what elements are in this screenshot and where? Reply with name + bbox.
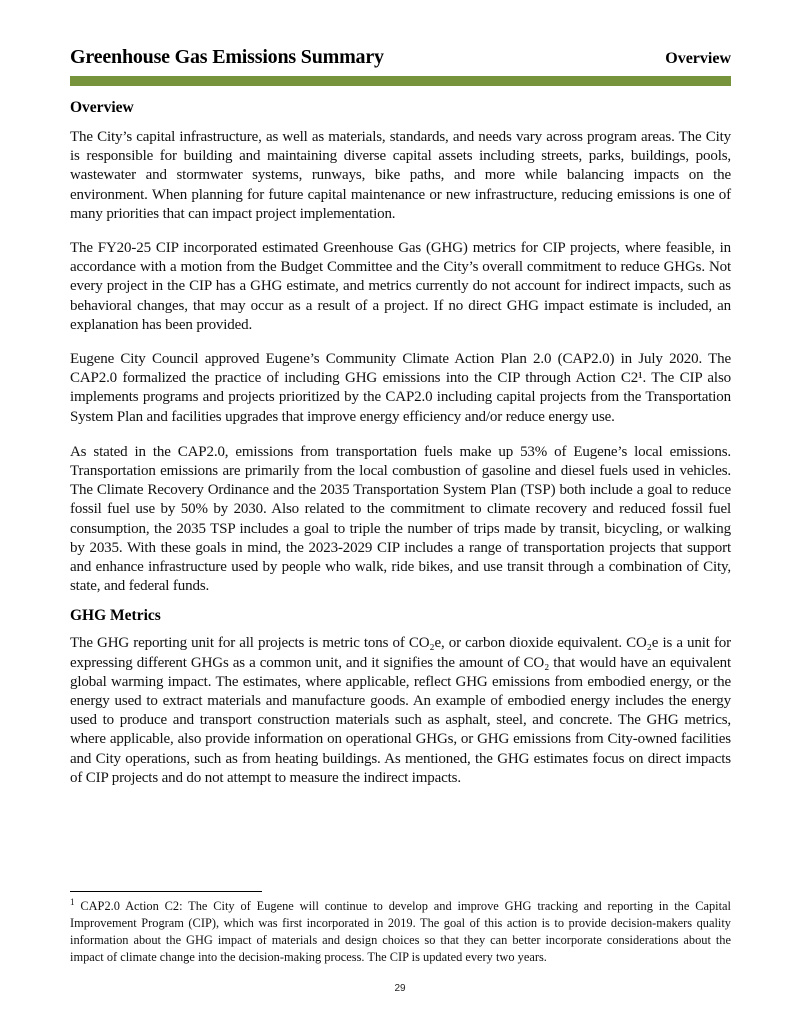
paragraph-fy20-25-cip: The FY20-25 CIP incorporated estimated Greenhouse Gas (GHG) metrics for CIP projects, where feasible, in accordance with a motion from the Budget Committee and the City’s overall commitment to reduce GHGs. Not every project in the CIP has a GHG estimate, and metrics currently do not account for indirect impacts, such as behavioral changes, that may occur as a result of a project. If no direct GHG impact estimate is included, an explanation has been provided. [70,240,731,333]
footnote-block [70,891,731,966]
footnote-separator-rule [70,891,262,892]
footnote [70,898,731,966]
footnote-marker: 1 [70,896,75,907]
section-heading-ghg-metrics: GHG Metrics [70,607,161,625]
header-row [70,46,731,68]
paragraph-cap20-council: Eugene City Council approved Eugene’s Community Climate Action Plan 2.0 (CAP2.0) in July 2020. The CAP2.0 formalized the practice of including GHG emissions into the CIP through Action C2¹. The CIP also implements programs and projects prioritized by the CAP2.0 including capital projects from the Transportation System Plan and facilities upgrades that improve energy efficiency and/or reduce energy use. [70,351,731,425]
section-heading-overview: Overview [70,99,134,116]
document-body [70,100,731,788]
header-accent-rule [70,76,731,86]
page-header [70,46,731,86]
header-section-label: Overview [665,50,731,67]
document-title: Greenhouse Gas Emissions Summary [70,46,384,68]
paragraph-transportation-emissions: As stated in the CAP2.0, emissions from transportation fuels make up 53% of Eugene’s local emissions. Transportation emissions are primarily from the local combustion of gasoline and diesel fuels used in vehicles. The Climate Recovery Ordinance and the 2035 Transportation System Plan (TSP) both include a goal to reduce fossil fuel use by 50% by 2030. Also related to the commitment to climate recovery and reduced fossil fuel consumption, the 2035 TSP includes a goal to triple the number of trips made by transit, bicycling, or walking by 2035. With these goals in mind, the 2023-2029 CIP includes a range of transportation projects that support and enhance infrastructure used by people who walk, ride bikes, and use transit through a combination of City, state, and federal funds. [70,443,731,595]
paragraph-capital-infrastructure: The City’s capital infrastructure, as well as materials, standards, and needs vary across program areas. The City is responsible for building and maintaining diverse capital assets including streets, parks, buildings, pools, wastewater and stormwater systems, runways, bike paths, and more while balancing impacts on the environment. When planning for future capital maintenance or new infrastructure, reducing emissions is one of many priorities that can impact project implementation. [70,129,731,222]
footnote-text: CAP2.0 Action C2: The City of Eugene will continue to develop and improve GHG tracking and reporting in the Capital Improvement Program (CIP), which was first incorporated in 2019. The goal of this action is to provide decision-makers quality information about the GHG impact of materials and design choices so that they can better incorporate considerations about the impact of climate change into the decision-making process. The CIP is updated every two years. [70,899,731,964]
paragraph-ghg-reporting-unit: The GHG reporting unit for all projects is metric tons of CO₂e, or carbon dioxide equivalent. CO₂e is a unit for expressing different GHGs as a common unit, and it signifies the amount of CO₂ that would have an equivalent global warming impact. The estimates, where applicable, reflect GHG emissions from embodied energy, or the energy used to extract materials and manufacture goods. An example of embodied energy includes the energy used to produce and transport construction materials such as asphalt, steel, and concrete. The GHG metrics, where applicable, also provide information on operational GHGs, or GHG emissions from City-owned facilities and City operations, such as from heating buildings. As mentioned, the GHG estimates focus on direct impacts of CIP projects and do not attempt to measure the indirect impacts. [70,635,731,786]
page-number: 29 [394,983,406,994]
